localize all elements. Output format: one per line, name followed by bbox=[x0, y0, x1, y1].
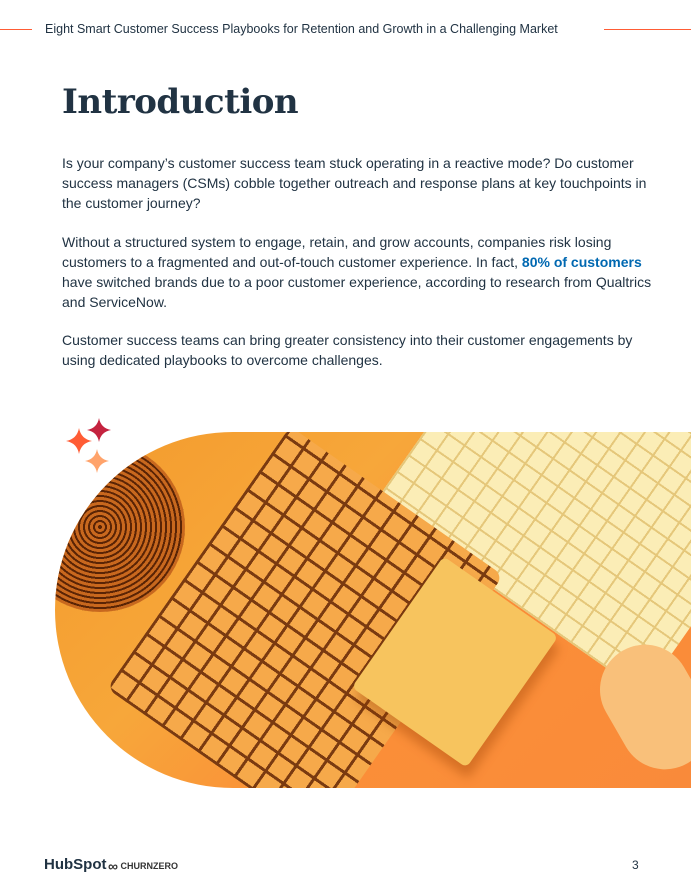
stat-highlight: 80% of customers bbox=[521, 254, 642, 270]
paragraph-text: Without a structured system to engage, retain, and grow accounts, companies risk losing customers to a fragmented and out-of-touch customer experience. In fact, bbox=[62, 234, 612, 270]
page-number: 3 bbox=[632, 858, 639, 872]
sparkle-icon bbox=[87, 418, 111, 442]
intro-paragraph-2 bbox=[62, 232, 652, 312]
hero-image-keyboards bbox=[55, 432, 691, 788]
infinity-icon: ∞ bbox=[108, 858, 118, 874]
hubspot-logo bbox=[44, 856, 106, 873]
paragraph-text: have switched brands due to a poor customer experience, according to research from Qualtrics and ServiceNow. bbox=[62, 274, 652, 310]
hubspot-logo-text: HubSpot bbox=[44, 856, 107, 873]
intro-paragraph-3: Customer success teams can bring greater consistency into their customer engagements by using dedicated playbooks to overcome challenges. bbox=[62, 332, 633, 368]
intro-paragraph-1: Is your company’s customer success team stuck operating in a reactive mode? Do customer success managers (CSMs) cobble together outreach and response plans at key touchpoints in the customer journey? bbox=[62, 155, 647, 211]
header-rule-right bbox=[604, 29, 691, 30]
page-title: Introduction bbox=[62, 82, 299, 122]
header-rule-left bbox=[0, 29, 32, 30]
churnzero-logo-text: CHURNZERO bbox=[120, 861, 178, 871]
typewriter-reel bbox=[55, 442, 185, 612]
churnzero-logo bbox=[108, 858, 178, 874]
document-title: Eight Smart Customer Success Playbooks for Retention and Growth in a Challenging Market bbox=[45, 22, 558, 36]
